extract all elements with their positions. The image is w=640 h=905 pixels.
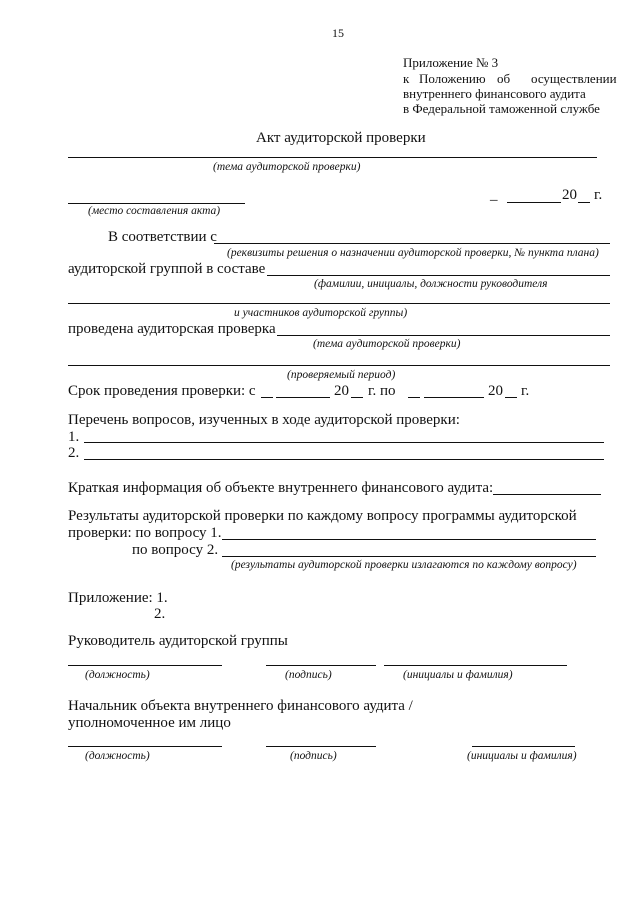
date-day-blank: _: [490, 187, 498, 203]
term-year2-line: [505, 397, 517, 398]
period-hint: (проверяемый период): [287, 369, 396, 381]
conducted-line: [277, 335, 610, 336]
appendix-word-3: осуществлении: [531, 71, 617, 86]
question-2-line: [84, 459, 604, 460]
group-hint: (фамилии, инициалы, должности руководителя: [314, 278, 548, 290]
question-1-line: [84, 442, 604, 443]
object-position-line: [68, 746, 222, 747]
according-label: В соответствии с: [108, 229, 217, 245]
questions-title: Перечень вопросов, изученных в ходе аудиторской проверки:: [68, 412, 460, 428]
appendix-word-1: Положению: [419, 71, 486, 86]
group-initials-line: [384, 665, 567, 666]
appendix-line-3: внутреннего финансового аудита: [403, 86, 586, 101]
object-initials-hint: (инициалы и фамилия): [467, 750, 577, 762]
period-line: [68, 365, 610, 366]
term-year2-prefix: 20: [488, 383, 503, 399]
term-day1-line: [261, 397, 273, 398]
results-line-3: по вопросу 2.: [132, 542, 219, 558]
head-of-object-line-2: уполномоченное им лицо: [68, 715, 231, 731]
term-g-po: г. по: [368, 383, 396, 399]
group-label: аудиторской группой в составе: [68, 261, 266, 277]
object-signature-line: [266, 746, 376, 747]
group-position-hint: (должность): [85, 669, 150, 681]
object-initials-line: [472, 746, 575, 747]
members-line: [68, 303, 610, 304]
appendix-to: к: [403, 71, 410, 86]
attachment-label: Приложение: 1.: [68, 590, 168, 606]
place-hint: (место составления акта): [88, 205, 221, 217]
decision-hint: (реквизиты решения о назначении аудиторской проверки, № пункта плана): [227, 247, 599, 259]
term-month1-line: [276, 397, 330, 398]
group-line: [267, 275, 610, 276]
date-year-prefix: 20: [562, 187, 577, 203]
members-hint: и участников аудиторской группы): [234, 307, 408, 319]
object-position-hint: (должность): [85, 750, 150, 762]
term-day2-line: [408, 397, 420, 398]
brief-info-label: Краткая информация об объекте внутреннего финансового аудита:: [68, 480, 494, 496]
group-signature-hint: (подпись): [285, 669, 332, 681]
results-line-2: проверки: по вопросу 1.: [68, 525, 222, 541]
appendix-line-1: Приложение № 3: [403, 55, 499, 70]
term-label: Срок проведения проверки: с: [68, 383, 256, 399]
date-year-line: [578, 202, 590, 203]
group-initials-hint: (инициалы и фамилия): [403, 669, 513, 681]
results-q1-line: [222, 539, 596, 540]
object-signature-hint: (подпись): [290, 750, 337, 762]
group-signature-line: [266, 665, 376, 666]
appendix-word-2: об: [497, 71, 511, 86]
page-number: 15: [332, 26, 344, 40]
document-title: Акт аудиторской проверки: [256, 130, 426, 146]
results-line-1: Результаты аудиторской проверки по каждому вопросу программы аудиторской: [68, 508, 577, 524]
place-line: [68, 203, 245, 204]
question-2-number: 2.: [68, 445, 80, 461]
attachment-2: 2.: [154, 606, 166, 622]
results-hint: (результаты аудиторской проверки излагаются по каждому вопросу): [231, 559, 577, 571]
conducted-label: проведена аудиторская проверка: [68, 321, 276, 337]
term-month2-line: [424, 397, 484, 398]
group-position-line: [68, 665, 222, 666]
brief-info-line: [493, 494, 601, 495]
term-year1-line: [351, 397, 363, 398]
term-year1-prefix: 20: [334, 383, 349, 399]
topic-line: [68, 157, 597, 158]
question-1-number: 1.: [68, 429, 80, 445]
term-g: г.: [521, 383, 530, 399]
head-of-object-line-1: Начальник объекта внутреннего финансового аудита /: [68, 698, 413, 714]
date-year-suffix: г.: [594, 187, 603, 203]
decision-line: [214, 243, 610, 244]
topic2-hint: (тема аудиторской проверки): [313, 338, 461, 350]
head-of-group-label: Руководитель аудиторской группы: [68, 633, 288, 649]
appendix-line-4: в Федеральной таможенной службе: [403, 101, 600, 116]
results-q2-line: [222, 556, 596, 557]
date-month-line: [507, 202, 561, 203]
topic-hint: (тема аудиторской проверки): [213, 161, 361, 173]
